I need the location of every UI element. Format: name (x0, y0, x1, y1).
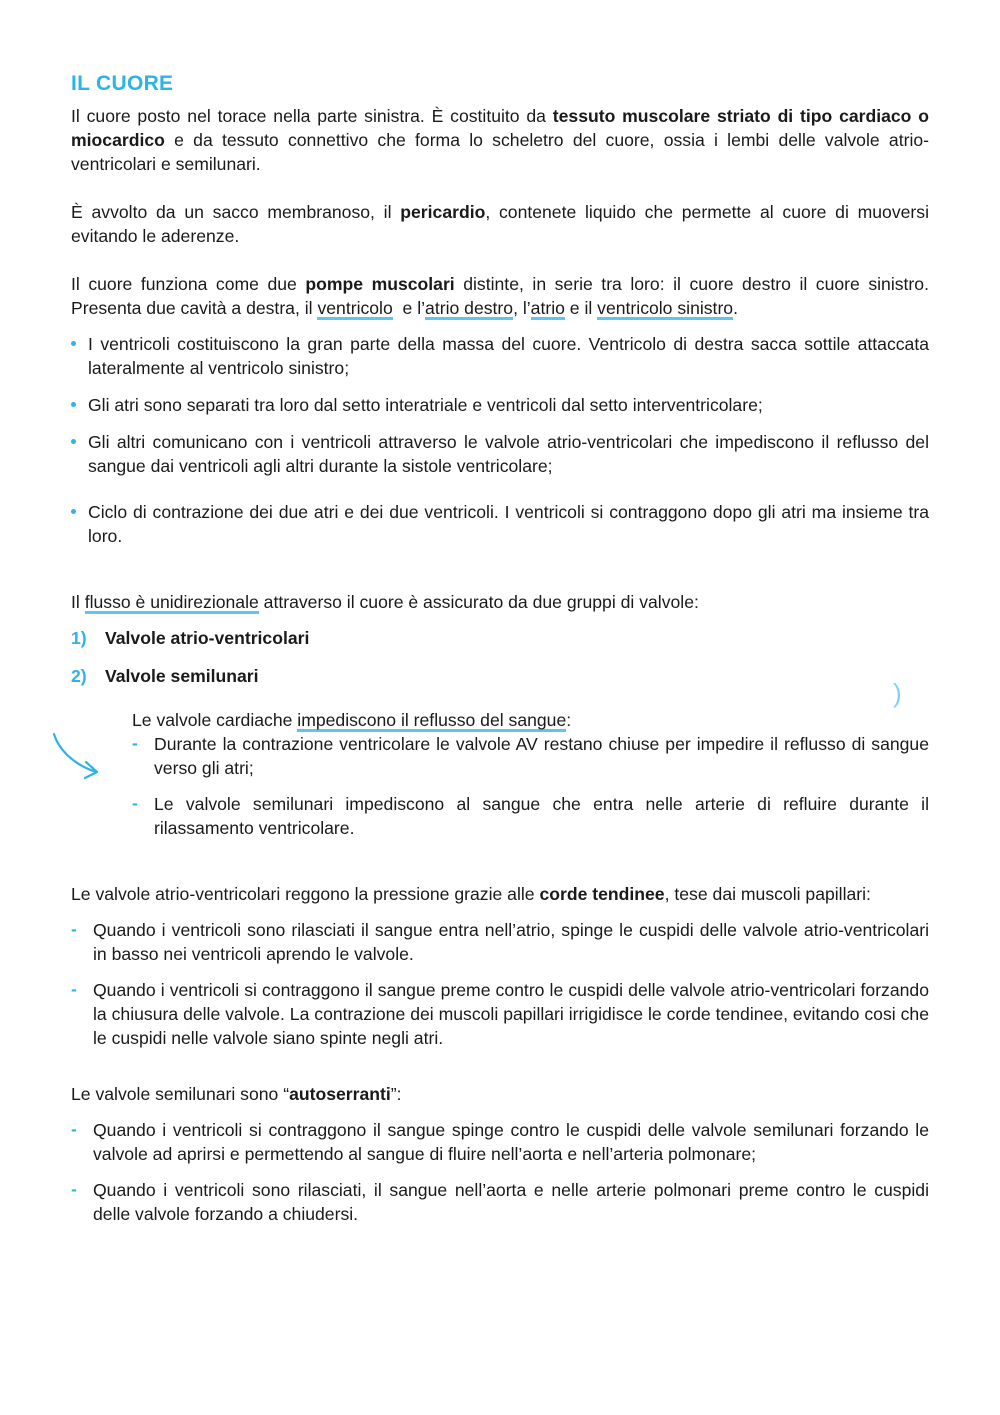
list-number: 1) (71, 628, 87, 648)
text-run: Le valvole semilunari sono “ (71, 1084, 290, 1104)
valve-note-block (132, 708, 929, 840)
paragraph-corde-tendinee (71, 882, 929, 906)
paragraph-valvole-cardiache (132, 708, 929, 732)
list-item-text: Gli altri comunicano con i ventricoli attraverso le valvole atrio-ventricolari che impediscono il reflusso del sangue dai ventricoli agli altri durante la sistole ventricolare; (88, 432, 929, 476)
bold-term: corde tendinee (539, 884, 665, 904)
bold-term: pericardio (400, 202, 486, 222)
text-run: e da tessuto connettivo che forma lo scheletro del cuore, ossia i lembi delle valvole atrio-ventricolari e semilunari. (71, 130, 929, 174)
list-item (71, 918, 929, 966)
list-item-text: Valvole atrio-ventricolari (105, 628, 310, 648)
text-run: , tese dai muscoli papillari: (664, 884, 871, 904)
dash-list (132, 732, 929, 840)
highlighted-text: atrio destro (425, 298, 514, 318)
highlighted-text: flusso è unidirezionale (84, 592, 259, 612)
text-run: : (566, 710, 572, 730)
list-item-text: Le valvole semilunari impediscono al sangue che entra nelle arterie di refluire durante il rilassamento ventricolare. (154, 794, 929, 838)
text-run: e il (564, 298, 598, 318)
bullet-dot-icon (71, 509, 76, 514)
text-run: e l’ (392, 298, 426, 318)
list-number: 2) (71, 666, 87, 686)
text-run: Le valvole cardiache (132, 710, 298, 730)
list-item-text: I ventricoli costituiscono la gran parte della massa del cuore. Ventricolo di destra sacca sottile attaccata lateralmente al ventricolo sinistro; (88, 334, 929, 378)
text-run: ”: (390, 1084, 402, 1104)
bracket-mark: ) (893, 678, 902, 708)
document-page (71, 70, 929, 1238)
list-item (71, 332, 929, 380)
text-run: attraverso il cuore è assicurato da due gruppi di valvole: (258, 592, 699, 612)
text-run: distinte, in serie tra loro: il cuore destro il cuore sinistro. Presenta due cavità a destra, il (71, 274, 929, 318)
bullet-list (71, 332, 929, 548)
text-run: Le valvole atrio-ventricolari reggono la pressione grazie alle (71, 884, 540, 904)
bold-term: pompe muscolari (305, 274, 455, 294)
paragraph-autoserranti (71, 1082, 929, 1106)
text-run: Il (71, 592, 85, 612)
list-item-text: Valvole semilunari (105, 666, 259, 686)
text-run: , contenete liquido che permette al cuore di muoversi evitando le aderenze. (71, 202, 929, 246)
list-item (71, 500, 929, 548)
dash-marker: - (71, 1119, 77, 1139)
paragraph-pericardio (71, 200, 929, 248)
highlighted-text: ventricolo (317, 298, 393, 318)
dash-marker: - (132, 733, 138, 753)
bullet-dot-icon (71, 341, 76, 346)
bold-term: autoserranti (289, 1084, 391, 1104)
dash-marker: - (71, 1179, 77, 1199)
highlighted-text: ventricolo sinistro (597, 298, 734, 318)
numbered-list (71, 626, 929, 688)
page-title: IL CUORE (71, 72, 174, 95)
text-run: Il cuore posto nel torace nella parte sinistra. È costituito da (71, 106, 553, 126)
dash-list (71, 1118, 929, 1226)
paragraph-flusso (71, 590, 929, 614)
hand-drawn-arrow-icon (50, 730, 106, 782)
highlighted-text: atrio (530, 298, 565, 318)
dash-list (71, 918, 929, 1050)
text-run: È avvolto da un sacco membranoso, il (71, 202, 401, 222)
bullet-dot-icon (71, 439, 76, 444)
dash-marker: - (132, 793, 138, 813)
list-item (132, 792, 929, 840)
bullet-dot-icon (71, 402, 76, 407)
list-item (71, 1118, 929, 1166)
text-run: , l’ (513, 298, 531, 318)
list-item-text: Ciclo di contrazione dei due atri e dei due ventricoli. I ventricoli si contraggono dopo gli atri ma insieme tra loro. (88, 502, 929, 546)
paragraph-intro (71, 104, 929, 176)
list-item (71, 978, 929, 1050)
list-item (71, 1178, 929, 1226)
dash-marker: - (71, 919, 77, 939)
list-item-text: Quando i ventricoli sono rilasciati, il sangue nell’aorta e nelle arterie polmonari preme contro le cuspidi delle valvole forzando a chiudersi. (93, 1180, 929, 1224)
list-item-text: Quando i ventricoli si contraggono il sangue preme contro le cuspidi delle valvole atrio-ventricolari forzando la chiusura delle valvole. La contrazione dei muscoli papillari irrigidisce le corde tendinee, evitando cosi che le cuspidi nelle valvole siano spinte negli atri. (93, 980, 929, 1048)
highlighted-text: impediscono il reflusso del sangue (297, 710, 567, 730)
text-run: Il cuore funziona come due (71, 274, 306, 294)
bold-term: tessuto muscolare striato di tipo cardiaco o miocardico (71, 106, 929, 150)
list-item (71, 430, 929, 478)
list-item-text: Quando i ventricoli si contraggono il sangue spinge contro le cuspidi delle valvole semilunari forzando le valvole ad aprirsi e permettendo al sangue di fluire nell’aorta e nell’arteria polmonare; (93, 1120, 929, 1164)
list-item-text: Quando i ventricoli sono rilasciati il sangue entra nell’atrio, spinge le cuspidi delle valvole atrio-ventricolari in basso nei ventricoli aprendo le valvole. (93, 920, 929, 964)
dash-marker: - (71, 979, 77, 999)
list-item (71, 626, 929, 650)
list-item (132, 732, 929, 780)
paragraph-pompe (71, 272, 929, 320)
list-item-text: Gli atri sono separati tra loro dal setto interatriale e ventricoli dal setto interventricolare; (88, 395, 763, 415)
text-run: . (733, 298, 738, 318)
list-item (71, 664, 929, 688)
list-item-text: Durante la contrazione ventricolare le valvole AV restano chiuse per impedire il reflusso di sangue verso gli atri; (154, 734, 929, 778)
list-item (71, 393, 929, 417)
